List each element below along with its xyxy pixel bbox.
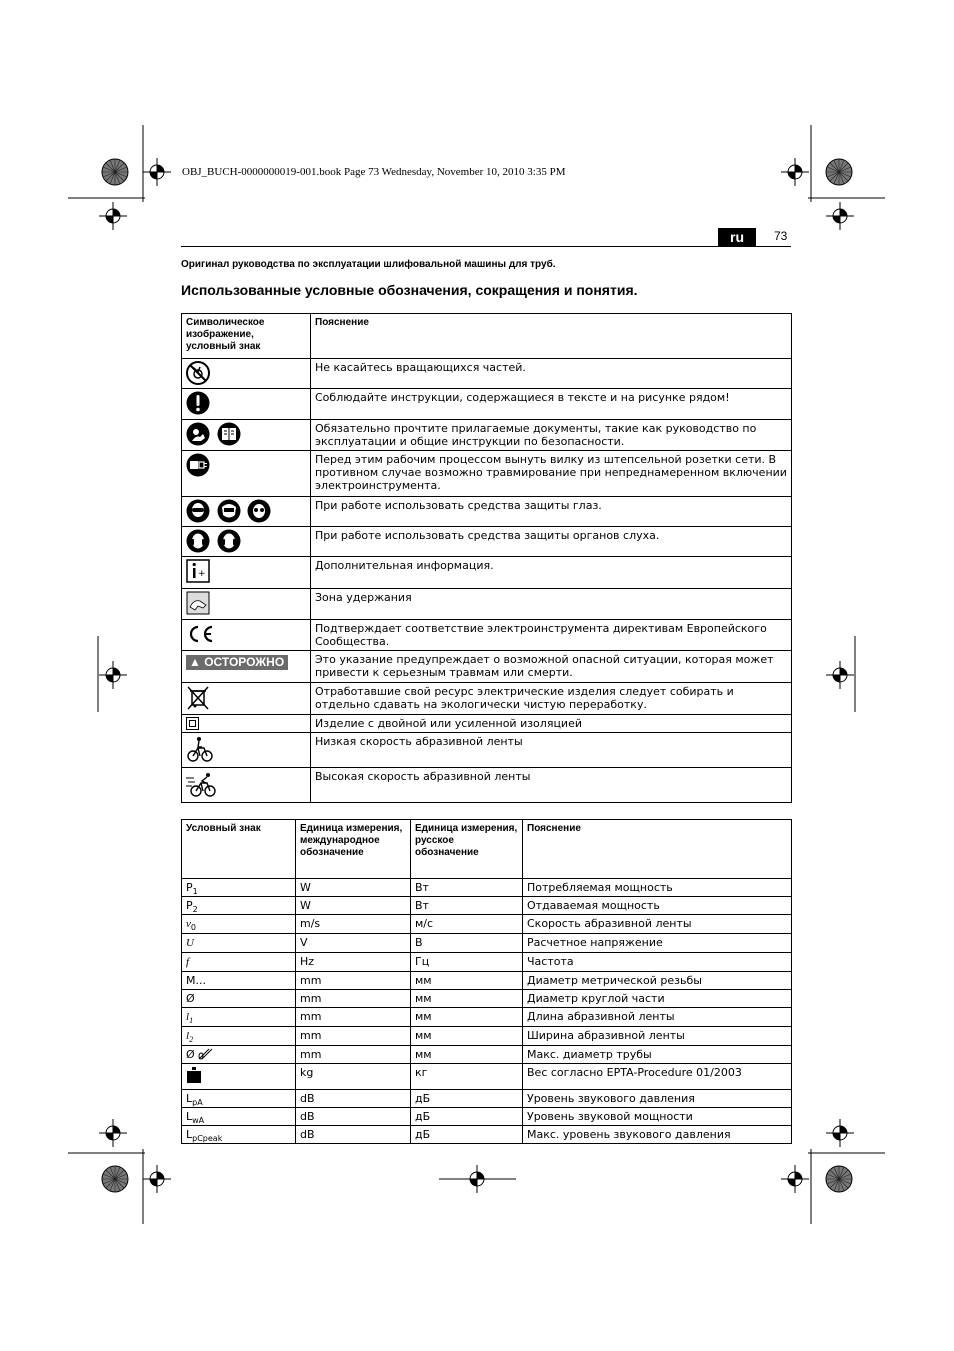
table-row: Подтверждает соответствие электроинструмента директивам Европейского Сообщества. xyxy=(182,620,792,651)
header-rule xyxy=(181,246,791,247)
table-row: Ø mm мм Диаметр круглой части xyxy=(182,990,792,1008)
star-mark xyxy=(102,159,128,185)
explanation-col-header: Пояснение xyxy=(311,314,792,359)
table-row: M... mm мм Диаметр метрической резьбы xyxy=(182,972,792,990)
glasses-icon xyxy=(247,499,271,523)
symbol-col-header: Условный знак xyxy=(182,820,296,879)
table-row: $P_1$ W Вт Потребляемая мощность xyxy=(182,879,792,897)
table-row: Отработавшие свой ресурс электрические изделия следует собирать и отдельно сдавать на экологически чистую переработку. xyxy=(182,683,792,715)
double-insulation-icon xyxy=(186,717,199,730)
table-row: Низкая скорость абразивной ленты xyxy=(182,733,792,768)
star-mark xyxy=(826,159,852,185)
ear-protection-icon xyxy=(186,529,210,553)
table-row: kg кг Вес согласно EPTA-Procedure 01/2003 xyxy=(182,1064,792,1090)
table-row: $L_{pCpeak}$ dB дБ Макс. уровень звукового давления xyxy=(182,1126,792,1144)
intl-unit-col-header: Единица измерения, международное обозначение xyxy=(296,820,411,879)
warning-badge: ▲ ОСТОРОЖНО xyxy=(186,655,288,670)
svg-text:+: + xyxy=(198,569,206,579)
ru-unit-col-header: Единица измерения, русское обозначение xyxy=(411,820,523,879)
weight-icon xyxy=(186,1066,202,1084)
table-row: $v_0$ m/s м/с Скорость абразивной ленты xyxy=(182,915,792,934)
table-row: ▲ ОСТОРОЖНО Это указание предупреждает о возможной опасной ситуации, которая может привести к серьезным травмам или смерти. xyxy=(182,651,792,683)
book-line: OBJ_BUCH-0000000019-001.book Page 73 Wednesday, November 10, 2010 3:35 PM xyxy=(182,166,566,178)
goggles-icon xyxy=(186,499,210,523)
table-row: Соблюдайте инструкции, содержащиеся в тексте и на рисунке рядом! xyxy=(182,389,792,420)
no-touch-rotating-icon xyxy=(186,361,210,385)
table-row: Не касайтесь вращающихся частей. xyxy=(182,359,792,389)
table-row: U V В Расчетное напряжение xyxy=(182,934,792,953)
table-row: Обязательно прочтите прилагаемые документы, такие как руководство по эксплуатации и общие инструкции по безопасности. xyxy=(182,420,792,451)
face-shield-icon xyxy=(217,499,241,523)
read-manual-icon xyxy=(186,422,210,446)
table-row: $l_2$ mm мм Ширина абразивной ленты xyxy=(182,1027,792,1046)
ear-protection-icon xyxy=(217,529,241,553)
exclamation-icon xyxy=(186,391,210,415)
table-row: Ø mm мм Макс. диаметр трубы xyxy=(182,1046,792,1064)
book-icon xyxy=(217,422,241,446)
ce-mark-icon xyxy=(186,622,216,646)
pipe-icon xyxy=(198,1048,214,1060)
section-title: Использованные условные обозначения, сокращения и понятия. xyxy=(181,282,638,298)
explanation-col-header: Пояснение xyxy=(523,820,792,879)
fast-bicycle-icon xyxy=(186,770,218,798)
star-mark xyxy=(102,1166,128,1192)
units-table xyxy=(181,819,792,1144)
star-mark xyxy=(826,1166,852,1192)
table-row: $L_{pA}$ dB дБ Уровень звукового давления xyxy=(182,1090,792,1108)
original-note: Оригинал руководства по эксплуатации шлифовальной машины для труб. xyxy=(181,259,556,270)
table-row: При работе использовать средства защиты органов слуха. xyxy=(182,527,792,557)
grip-zone-icon xyxy=(186,591,210,615)
table-row: $L_{wA}$ dB дБ Уровень звуковой мощности xyxy=(182,1108,792,1126)
table-row: $P_2$ W Вт Отдаваемая мощность xyxy=(182,897,792,915)
unplug-icon xyxy=(186,453,210,477)
symbols-table xyxy=(181,313,792,803)
symbols-col-header: Символическое изображение, условный знак xyxy=(182,314,311,359)
table-row: + Дополнительная информация. xyxy=(182,557,792,589)
table-row: Изделие с двойной или усиленной изоляцией xyxy=(182,715,792,733)
table-row: При работе использовать средства защиты глаз. xyxy=(182,497,792,527)
weee-bin-icon xyxy=(186,685,210,711)
slow-bicycle-icon xyxy=(186,735,214,763)
table-row: $l_1$ mm мм Длина абразивной ленты xyxy=(182,1008,792,1027)
info-icon xyxy=(186,559,210,583)
language-badge: ru xyxy=(718,228,756,246)
table-row: Зона удержания xyxy=(182,589,792,620)
table-row: Высокая скорость абразивной ленты xyxy=(182,768,792,803)
table-row: Перед этим рабочим процессом вынуть вилку из штепсельной розетки сети. В противном случае возможно травмирование при непреднамеренном включении электроинструмента. xyxy=(182,451,792,497)
page-number: 73 xyxy=(774,229,788,243)
table-row: f Hz Гц Частота xyxy=(182,953,792,972)
